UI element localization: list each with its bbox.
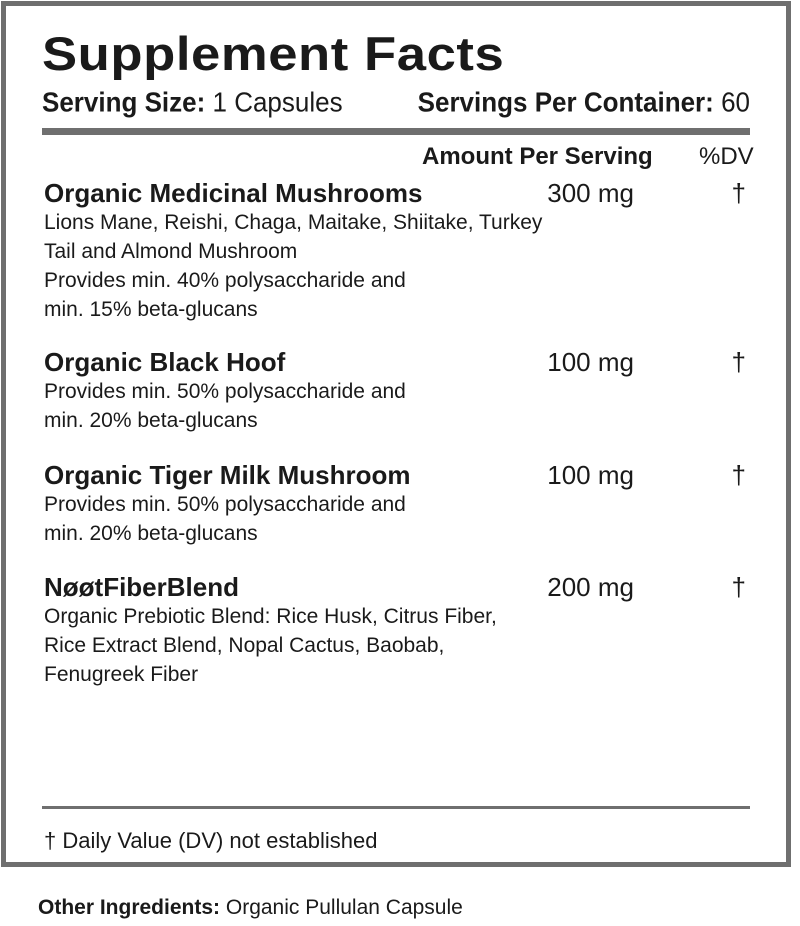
footer-divider — [42, 806, 750, 809]
ingredient-row — [44, 460, 800, 548]
servings-per-container-value: 60 — [713, 86, 750, 118]
ingredient-dv: † — [731, 572, 746, 602]
serving-size-value: 1 Capsules — [205, 86, 343, 118]
servings-per-container — [418, 86, 750, 119]
ingredient-amount: 100 mg — [547, 460, 634, 490]
dv-footnote: † Daily Value (DV) not established — [44, 828, 378, 853]
supplement-facts-panel — [1, 1, 791, 867]
ingredient-dv: † — [731, 347, 746, 377]
ingredient-description: Provides min. 50% polysaccharide and min. 20% beta-glucans — [44, 493, 406, 545]
ingredient-dv: † — [731, 460, 746, 490]
other-ingredients — [38, 896, 463, 920]
ingredient-row — [44, 347, 800, 435]
other-ingredients-label: Other Ingredients: — [38, 896, 221, 919]
ingredient-name: Organic Black Hoof — [44, 347, 286, 377]
ingredient-amount: 200 mg — [547, 572, 634, 602]
ingredient-row — [44, 178, 800, 324]
serving-size — [42, 86, 343, 119]
ingredient-name: Organic Tiger Milk Mushroom — [44, 460, 411, 490]
ingredient-row — [44, 572, 800, 689]
serving-size-label: Serving Size: — [42, 86, 206, 118]
ingredient-description: Lions Mane, Reishi, Chaga, Maitake, Shiitake, Turkey Tail and Almond Mushroom — [44, 211, 543, 263]
ingredient-description: Organic Prebiotic Blend: Rice Husk, Citrus Fiber, Rice Extract Blend, Nopal Cactus, Baobab, Fenugreek Fiber — [44, 605, 497, 686]
ingredient-amount: 100 mg — [547, 347, 634, 377]
panel-title: Supplement Facts — [42, 27, 505, 80]
ingredient-description: Provides min. 40% polysaccharide and min. 15% beta-glucans — [44, 269, 406, 321]
ingredient-amount: 300 mg — [547, 178, 634, 208]
ingredient-description: Provides min. 50% polysaccharide and min. 20% beta-glucans — [44, 380, 406, 432]
header-divider — [42, 128, 750, 135]
ingredient-name: NøøtFiberBlend — [44, 572, 239, 602]
ingredient-name: Organic Medicinal Mushrooms — [44, 178, 423, 208]
other-ingredients-value: Organic Pullulan Capsule — [220, 896, 463, 919]
servings-per-container-label: Servings Per Container: — [417, 86, 714, 118]
amount-per-serving-header: Amount Per Serving — [422, 143, 653, 170]
ingredient-dv: † — [731, 178, 746, 208]
daily-value-header: %DV — [699, 143, 754, 170]
